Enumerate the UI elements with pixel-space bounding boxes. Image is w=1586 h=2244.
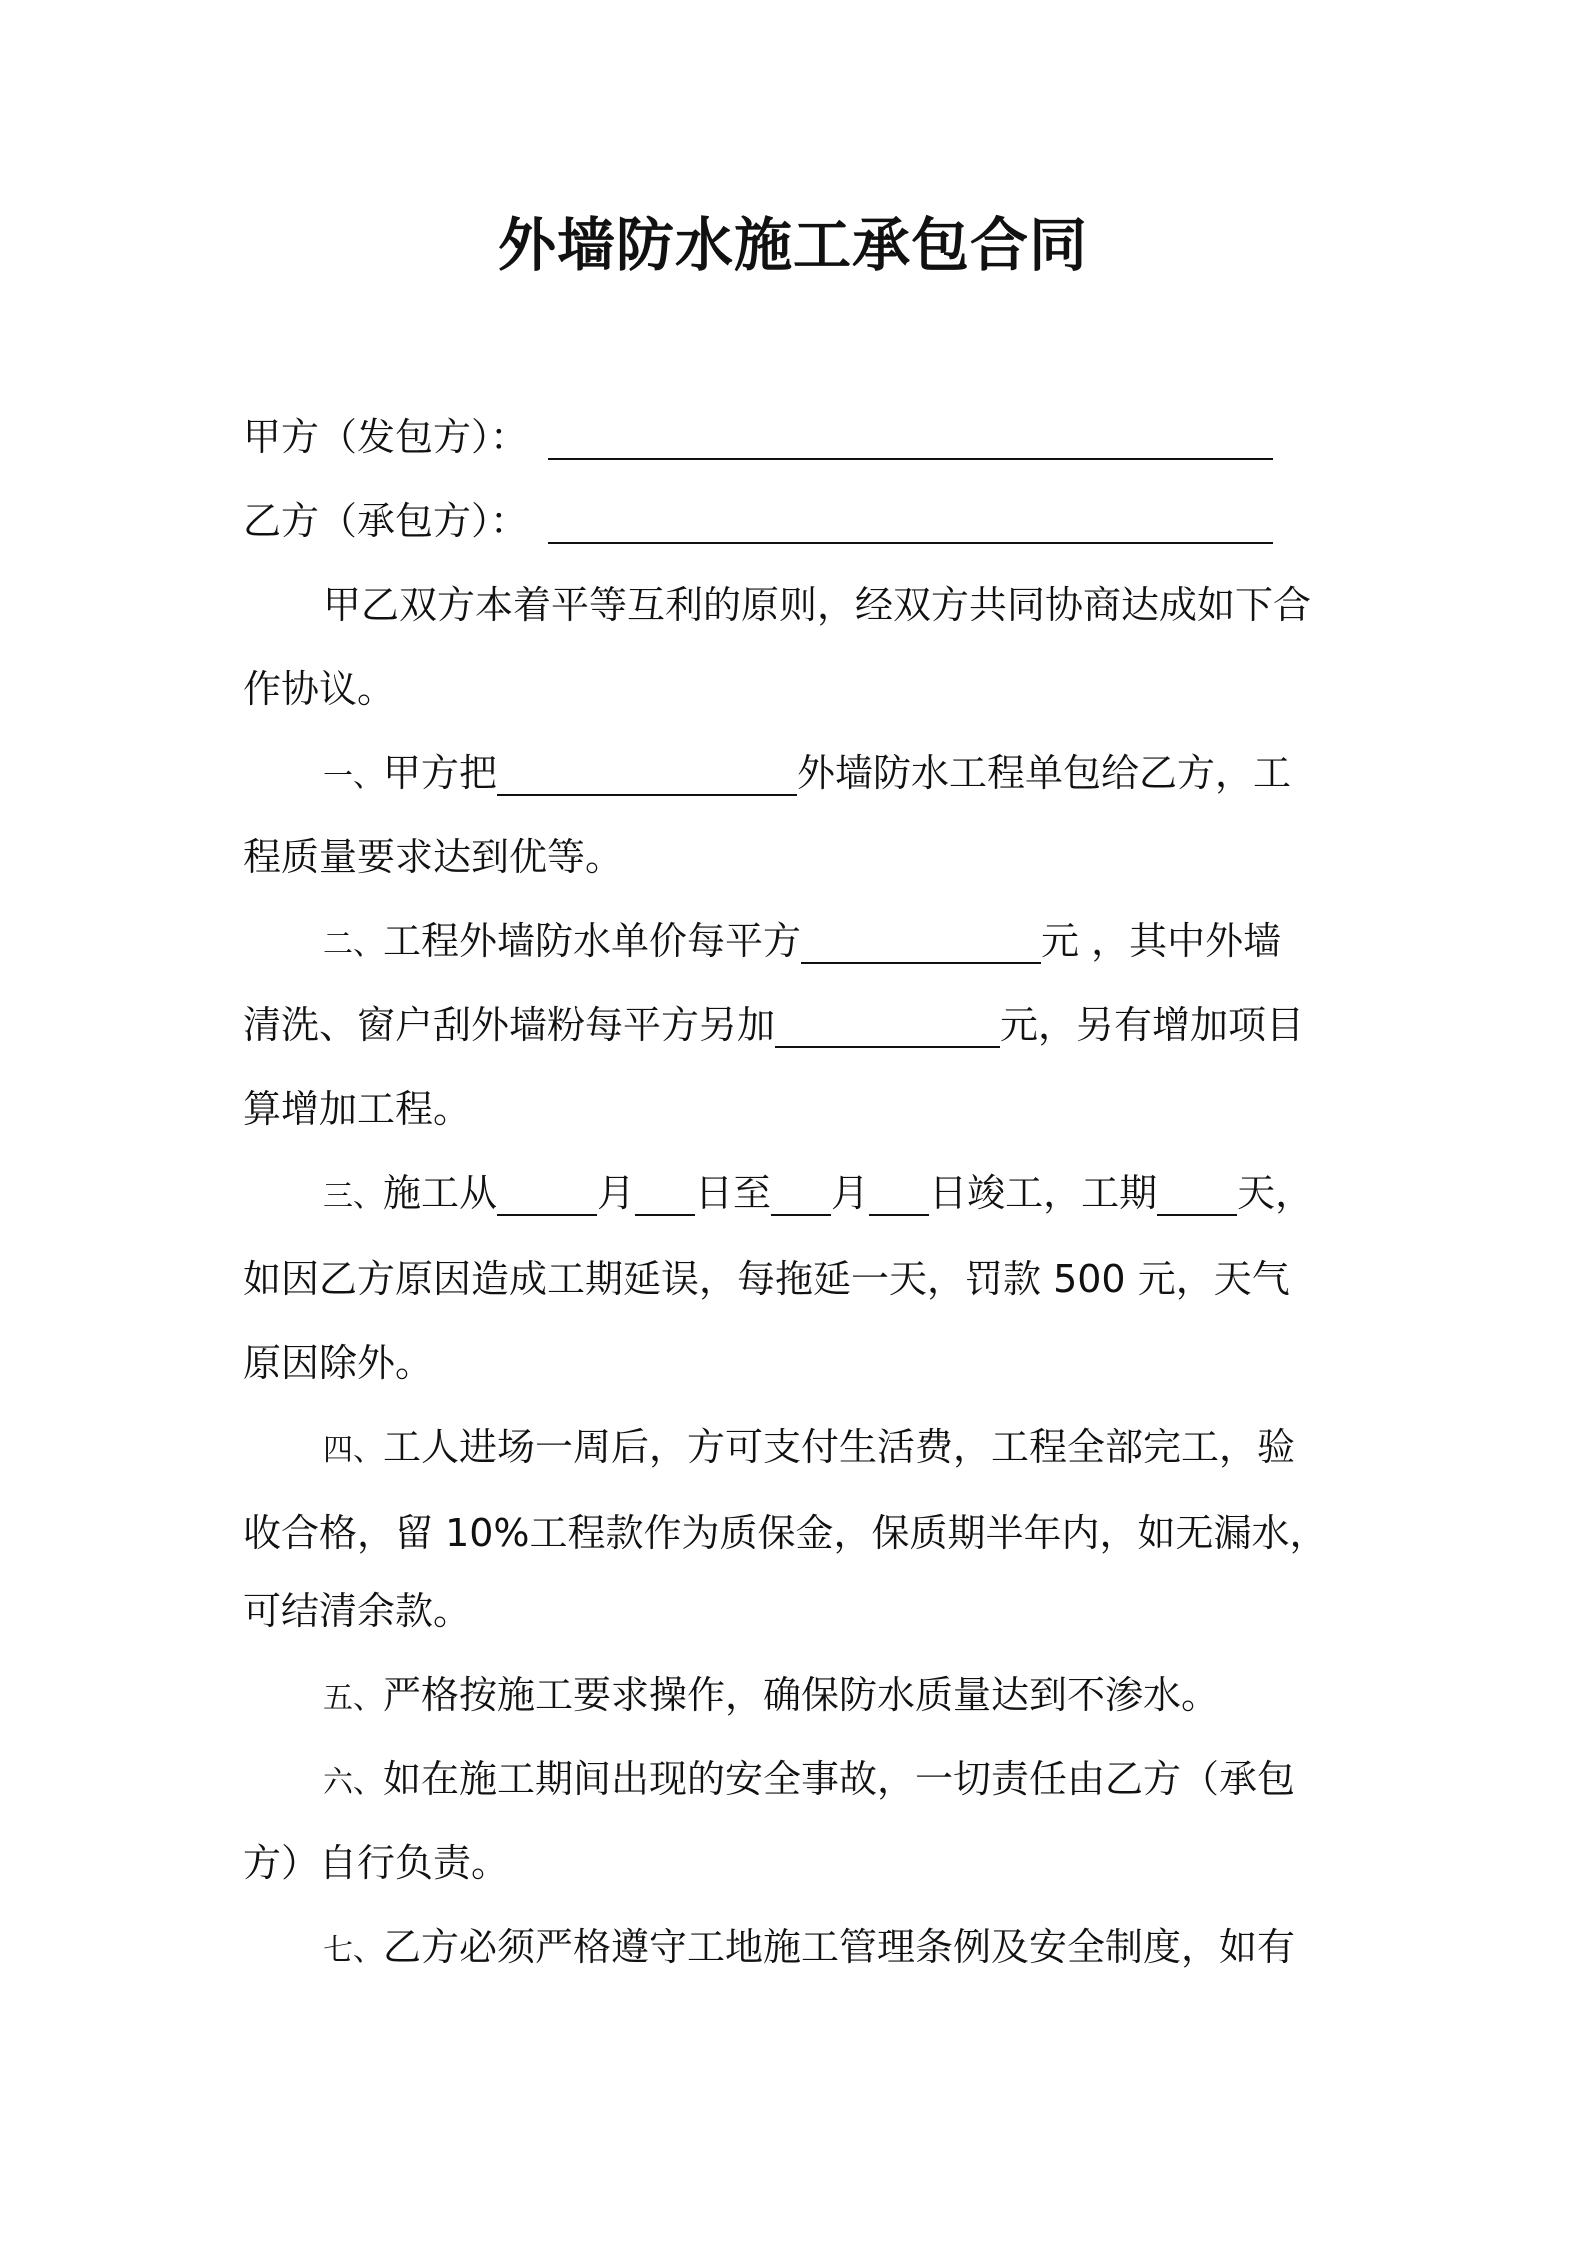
party-a-blank [548, 412, 1273, 460]
clause-7-line-1 [323, 1922, 1433, 1976]
clause-1-text-b: 外墙防水工程单包给乙方，工 [797, 751, 1292, 795]
clause-2-line-1 [323, 916, 1433, 970]
clause-2-blank-2 [775, 1000, 1000, 1048]
clause-4-line-3: 可结清余款。 [243, 1589, 472, 1633]
clause-1-line-1 [323, 748, 1433, 802]
clause-3-number: 三、 [323, 1179, 383, 1214]
clause-3-blank-end-day [869, 1168, 929, 1216]
clause-5-text: 严格按施工要求操作，确保防水质量达到不渗水。 [383, 1673, 1220, 1717]
clause-2-text-c: 清洗、窗户刮外墙粉每平方另加 [243, 1003, 776, 1047]
clause-4-number: 四、 [323, 1433, 383, 1468]
clause-4-line-1 [323, 1422, 1433, 1476]
clause-2-line-2 [243, 1000, 1353, 1050]
clause-3-blank-start-day [635, 1168, 695, 1216]
clause-7-number: 七、 [323, 1933, 383, 1968]
clause-6-line-2: 方）自行负责。 [243, 1841, 510, 1885]
party-b-blank [548, 496, 1273, 544]
intro-line-1: 甲乙双方本着平等互利的原则，经双方共同协商达成如下合 [323, 583, 1312, 627]
clause-2-text-a: 工程外墙防水单价每平方 [383, 919, 802, 963]
clause-3-line-1 [323, 1168, 1433, 1222]
clause-1-blank [497, 748, 797, 796]
clause-3-end-label: 日竣工，工期 [929, 1171, 1158, 1215]
clause-6-number: 六、 [323, 1765, 383, 1800]
clause-5-number: 五、 [323, 1681, 383, 1716]
clause-2-text-d: 元，另有增加项目 [1000, 1003, 1305, 1047]
clause-3-day-to-label: 日至 [695, 1171, 772, 1215]
clause-6-line-1 [323, 1754, 1433, 1808]
intro-line-2: 作协议。 [243, 667, 396, 711]
clause-6-text: 如在施工期间出现的安全事故，一切责任由乙方（承包 [383, 1757, 1296, 1801]
clause-1-text-a: 甲方把 [383, 751, 498, 795]
party-b-line [243, 496, 1353, 546]
clause-2-line-3: 算增加工程。 [243, 1087, 472, 1131]
party-a-line [243, 412, 1353, 462]
clause-7-text: 乙方必须严格遵守工地施工管理条例及安全制度，如有 [383, 1925, 1296, 1969]
clause-3-blank-end-month [771, 1168, 831, 1216]
clause-3-blank-start-month [497, 1168, 597, 1216]
party-b-label: 乙方（承包方）： [243, 499, 529, 543]
clause-3-text-a: 施工从 [383, 1171, 498, 1215]
document-title: 外墙防水施工承包合同 [497, 211, 1088, 279]
clause-5-line-1 [323, 1670, 1433, 1724]
clause-3-line-2: 如因乙方原因造成工期延误，每拖延一天，罚款 500 元，天气 [243, 1257, 1290, 1301]
clause-4-text: 工人进场一周后，方可支付生活费，工程全部完工，验 [383, 1425, 1296, 1469]
clause-3-blank-days [1157, 1168, 1237, 1216]
clause-3-month2-label: 月 [831, 1171, 870, 1215]
party-a-label: 甲方（发包方）： [243, 415, 529, 459]
clause-2-text-b: 元 ，其中外墙 [1041, 919, 1282, 963]
clause-1-line-2: 程质量要求达到优等。 [243, 835, 624, 879]
clause-1-number: 一、 [323, 759, 383, 794]
clause-2-blank-1 [801, 916, 1041, 964]
clause-4-line-2: 收合格，留 10%工程款作为质保金，保质期半年内，如无漏水， [243, 1511, 1328, 1555]
clause-3-days-label: 天， [1237, 1171, 1314, 1215]
clause-3-line-3: 原因除外。 [243, 1341, 434, 1385]
clause-3-month-label: 月 [597, 1171, 636, 1215]
clause-2-number: 二、 [323, 927, 383, 962]
